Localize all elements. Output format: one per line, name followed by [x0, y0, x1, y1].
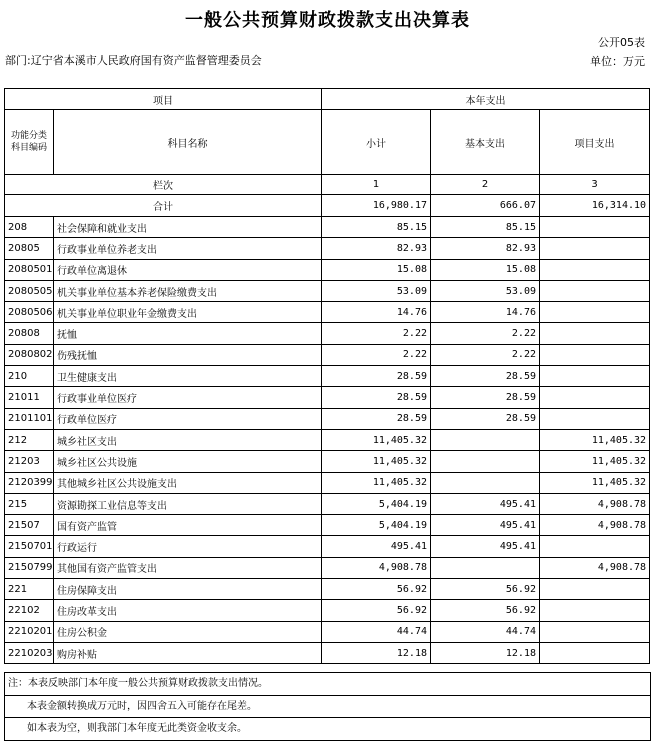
- table-row: [5, 472, 650, 493]
- row-name-cell: 住房改革支出: [54, 600, 322, 621]
- row-subtotal-cell: 44.74: [322, 621, 431, 642]
- header-row-1: [5, 89, 650, 110]
- row-name-cell: 机关事业单位基本养老保险缴费支出: [54, 280, 322, 301]
- row-name-cell: 抚恤: [54, 323, 322, 344]
- expenditure-table: [4, 88, 650, 664]
- row-subtotal-cell: 2.22: [322, 344, 431, 365]
- subject-name-header: 科目名称: [54, 110, 322, 175]
- row-subtotal-cell: 12.18: [322, 642, 431, 663]
- table-row: [5, 536, 650, 557]
- row-code-cell: 2080505: [5, 280, 54, 301]
- row-code-cell: 2080802: [5, 344, 54, 365]
- row-subtotal-cell: 5,404.19: [322, 493, 431, 514]
- total-row: [5, 195, 650, 217]
- row-basic-cell: 85.15: [431, 217, 540, 238]
- note-line: 注：本表反映部门本年度一般公共预算财政拨款支出情况。: [5, 672, 650, 695]
- row-code-cell: 21011: [5, 387, 54, 408]
- note-line: 如本表为空，则我部门本年度无此类资金收支余。: [5, 717, 650, 740]
- row-project-cell: [540, 344, 650, 365]
- row-subtotal-cell: 56.92: [322, 579, 431, 600]
- row-subtotal-cell: 28.59: [322, 408, 431, 429]
- row-project-cell: [540, 323, 650, 344]
- row-subtotal-cell: 5,404.19: [322, 515, 431, 536]
- table-row: [5, 557, 650, 578]
- form-number: 公开05表: [598, 36, 645, 49]
- row-code-cell: 2120399: [5, 472, 54, 493]
- row-project-cell: [540, 238, 650, 259]
- row-name-cell: 其他国有资产监管支出: [54, 557, 322, 578]
- row-basic-cell: [431, 429, 540, 450]
- row-subtotal-cell: 53.09: [322, 280, 431, 301]
- row-code-cell: 21507: [5, 515, 54, 536]
- row-basic-cell: 44.74: [431, 621, 540, 642]
- row-basic-cell: 56.92: [431, 579, 540, 600]
- row-code-cell: 2210201: [5, 621, 54, 642]
- report-title: 一般公共预算财政拨款支出决算表: [185, 10, 470, 31]
- row-subtotal-cell: 11,405.32: [322, 429, 431, 450]
- table-row: [5, 600, 650, 621]
- table-row: [5, 515, 650, 536]
- row-subtotal-cell: 4,908.78: [322, 557, 431, 578]
- table-row: [5, 217, 650, 238]
- code-header: 功能分类科目编码: [5, 110, 54, 175]
- row-project-cell: [540, 387, 650, 408]
- row-project-cell: [540, 366, 650, 387]
- row-project-cell: 11,405.32: [540, 472, 650, 493]
- column-index-label: 栏次: [5, 175, 322, 195]
- row-code-cell: 212: [5, 429, 54, 450]
- row-name-cell: 城乡社区支出: [54, 429, 322, 450]
- row-name-cell: 行政事业单位医疗: [54, 387, 322, 408]
- row-name-cell: 购房补贴: [54, 642, 322, 663]
- row-basic-cell: 495.41: [431, 536, 540, 557]
- row-subtotal-cell: 85.15: [322, 217, 431, 238]
- row-code-cell: 21203: [5, 451, 54, 472]
- row-basic-cell: [431, 472, 540, 493]
- total-basic: 666.07: [431, 195, 540, 217]
- row-project-cell: [540, 642, 650, 663]
- row-code-cell: 20805: [5, 238, 54, 259]
- current-year-header: 本年支出: [322, 89, 650, 110]
- row-basic-cell: 28.59: [431, 366, 540, 387]
- row-code-cell: 215: [5, 493, 54, 514]
- header-row-2: [5, 110, 650, 175]
- row-code-cell: 2080501: [5, 259, 54, 280]
- project-header: 项目支出: [540, 110, 650, 175]
- basic-header: 基本支出: [431, 110, 540, 175]
- row-name-cell: 住房保障支出: [54, 579, 322, 600]
- row-project-cell: [540, 259, 650, 280]
- row-basic-cell: 53.09: [431, 280, 540, 301]
- row-name-cell: 行政事业单位养老支出: [54, 238, 322, 259]
- department-label: 部门:辽宁省本溪市人民政府国有资产监督管理委员会: [5, 54, 262, 67]
- table-row: [5, 366, 650, 387]
- table-row: [5, 238, 650, 259]
- row-code-cell: 210: [5, 366, 54, 387]
- row-project-cell: [540, 600, 650, 621]
- table-row: [5, 344, 650, 365]
- row-subtotal-cell: 11,405.32: [322, 472, 431, 493]
- row-code-cell: 208: [5, 217, 54, 238]
- row-name-cell: 其他城乡社区公共设施支出: [54, 472, 322, 493]
- note-line: 本表金额转换成万元时，因四舍五入可能存在尾差。: [5, 695, 650, 718]
- row-code-cell: 2080506: [5, 302, 54, 323]
- row-subtotal-cell: 56.92: [322, 600, 431, 621]
- table-row: [5, 642, 650, 663]
- row-name-cell: 城乡社区公共设施: [54, 451, 322, 472]
- row-name-cell: 行政运行: [54, 536, 322, 557]
- row-basic-cell: 2.22: [431, 344, 540, 365]
- row-name-cell: 行政单位离退休: [54, 259, 322, 280]
- row-name-cell: 国有资产监管: [54, 515, 322, 536]
- row-basic-cell: [431, 451, 540, 472]
- table-row: [5, 429, 650, 450]
- row-subtotal-cell: 28.59: [322, 366, 431, 387]
- row-code-cell: 221: [5, 579, 54, 600]
- row-basic-cell: [431, 557, 540, 578]
- row-project-cell: [540, 217, 650, 238]
- column-index-3: 3: [540, 175, 650, 195]
- table-row: [5, 451, 650, 472]
- row-name-cell: 行政单位医疗: [54, 408, 322, 429]
- row-name-cell: 社会保障和就业支出: [54, 217, 322, 238]
- row-basic-cell: 15.08: [431, 259, 540, 280]
- row-basic-cell: 28.59: [431, 387, 540, 408]
- subtotal-header: 小计: [322, 110, 431, 175]
- table-row: [5, 259, 650, 280]
- row-code-cell: 20808: [5, 323, 54, 344]
- column-index-1: 1: [322, 175, 431, 195]
- row-basic-cell: 56.92: [431, 600, 540, 621]
- row-project-cell: [540, 621, 650, 642]
- row-project-cell: [540, 536, 650, 557]
- row-project-cell: [540, 302, 650, 323]
- table-row: [5, 387, 650, 408]
- row-project-cell: [540, 408, 650, 429]
- row-project-cell: [540, 579, 650, 600]
- row-project-cell: 4,908.78: [540, 557, 650, 578]
- row-subtotal-cell: 82.93: [322, 238, 431, 259]
- total-label: 合计: [5, 195, 322, 217]
- row-basic-cell: 14.76: [431, 302, 540, 323]
- row-basic-cell: 495.41: [431, 493, 540, 514]
- table-row: [5, 493, 650, 514]
- row-basic-cell: 82.93: [431, 238, 540, 259]
- row-project-cell: 4,908.78: [540, 493, 650, 514]
- row-project-cell: [540, 280, 650, 301]
- row-project-cell: 4,908.78: [540, 515, 650, 536]
- table-row: [5, 621, 650, 642]
- row-code-cell: 2101101: [5, 408, 54, 429]
- table-row: [5, 280, 650, 301]
- column-index-row: [5, 175, 650, 195]
- row-subtotal-cell: 11,405.32: [322, 451, 431, 472]
- row-project-cell: 11,405.32: [540, 451, 650, 472]
- total-project: 16,314.10: [540, 195, 650, 217]
- row-name-cell: 住房公积金: [54, 621, 322, 642]
- unit-label: 单位：万元: [590, 55, 645, 68]
- row-name-cell: 资源勘探工业信息等支出: [54, 493, 322, 514]
- table-row: [5, 302, 650, 323]
- row-basic-cell: 28.59: [431, 408, 540, 429]
- table-row: [5, 323, 650, 344]
- row-project-cell: 11,405.32: [540, 429, 650, 450]
- row-basic-cell: 12.18: [431, 642, 540, 663]
- table-row: [5, 408, 650, 429]
- row-basic-cell: 495.41: [431, 515, 540, 536]
- row-code-cell: 2210203: [5, 642, 54, 663]
- row-name-cell: 机关事业单位职业年金缴费支出: [54, 302, 322, 323]
- total-subtotal: 16,980.17: [322, 195, 431, 217]
- row-code-cell: 22102: [5, 600, 54, 621]
- item-header: 项目: [5, 89, 322, 110]
- row-name-cell: 伤残抚恤: [54, 344, 322, 365]
- row-name-cell: 卫生健康支出: [54, 366, 322, 387]
- row-subtotal-cell: 495.41: [322, 536, 431, 557]
- row-subtotal-cell: 15.08: [322, 259, 431, 280]
- row-basic-cell: 2.22: [431, 323, 540, 344]
- row-subtotal-cell: 14.76: [322, 302, 431, 323]
- table-row: [5, 579, 650, 600]
- notes-section: [4, 672, 651, 741]
- row-code-cell: 2150799: [5, 557, 54, 578]
- row-subtotal-cell: 28.59: [322, 387, 431, 408]
- row-subtotal-cell: 2.22: [322, 323, 431, 344]
- column-index-2: 2: [431, 175, 540, 195]
- row-code-cell: 2150701: [5, 536, 54, 557]
